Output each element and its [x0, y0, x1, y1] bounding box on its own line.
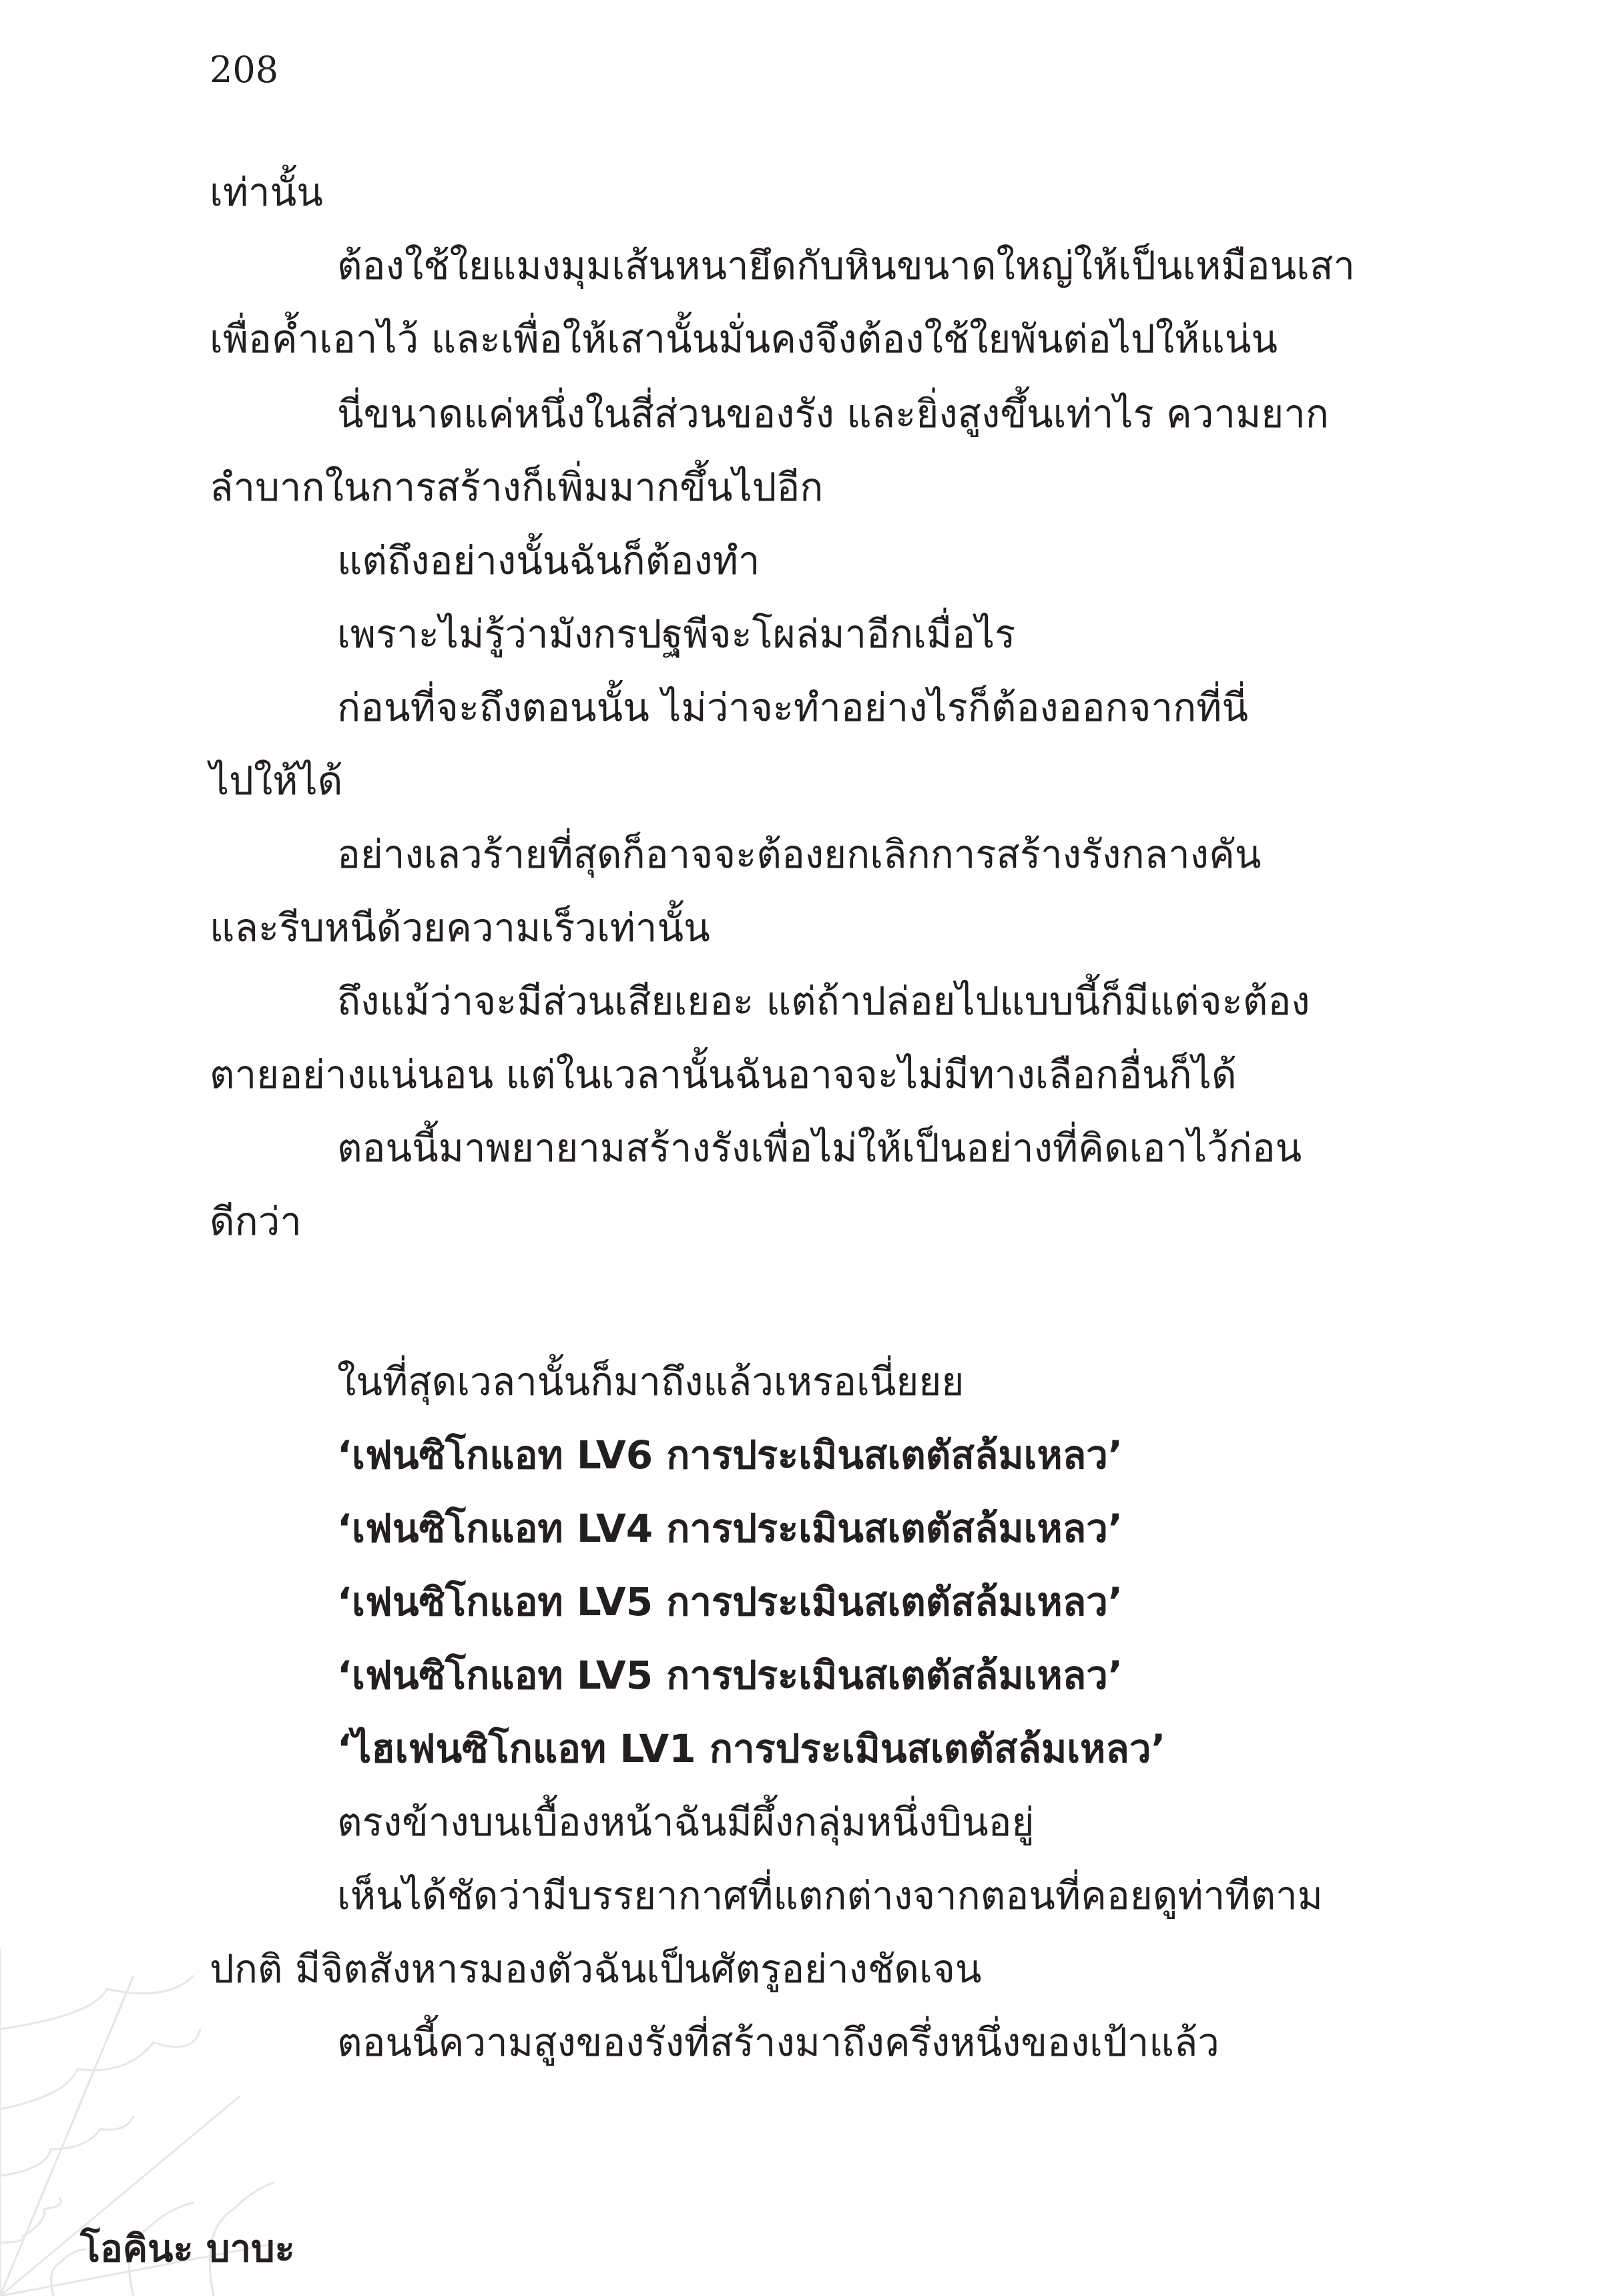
text-line: เพราะไม่รู้ว่ามังกรปฐพีจะโผล่มาอีกเมื่อไร [337, 611, 1016, 657]
text-line: เห็นได้ชัดว่ามีบรรยากาศที่แตกต่างจากตอนที่คอยดูท่าทีตาม [337, 1873, 1323, 1918]
text-line: แต่ถึงอย่างนั้นฉันก็ต้องทำ [337, 538, 760, 583]
text-line: ตอนนี้มาพยายามสร้างรังเพื่อไม่ให้เป็นอย่างที่คิดเอาไว้ก่อน [337, 1125, 1302, 1171]
text-line: ‘เฟนซิโกแอท LV5 การประเมินสเตตัสล้มเหลว’ [337, 1579, 1123, 1625]
text-line: ก่อนที่จะถึงตอนนั้น ไม่ว่าจะทำอย่างไรก็ต้องออกจากที่นี่ [337, 685, 1249, 730]
text-line: อย่างเลวร้ายที่สุดก็อาจจะต้องยกเลิกการสร้างรังกลางคัน [337, 832, 1262, 877]
text-line: เพื่อค้ำเอาไว้ และเพื่อให้เสานั้นมั่นคงจึงต้องใช้ใยพันต่อไปให้แน่น [210, 316, 1278, 362]
text-line: ตรงข้างบนเบื้องหน้าฉันมีผึ้งกลุ่มหนึ่งบินอยู่ [337, 1799, 1035, 1845]
text-line: ลำบากในการสร้างก็เพิ่มมากขึ้นไปอีก [210, 465, 824, 510]
text-line: ตอนนี้ความสูงของรังที่สร้างมาถึงครึ่งหนึ่งของเป้าแล้ว [337, 2020, 1220, 2065]
text-line: และรีบหนีด้วยความเร็วเท่านั้น [210, 905, 710, 950]
footer-author: โอคินะ บาบะ [80, 2227, 295, 2271]
text-line: นี่ขนาดแค่หนึ่งในสี่ส่วนของรัง และยิ่งสูงขึ้นเท่าไร ความยาก [337, 391, 1329, 437]
text-line: ‘เฟนซิโกแอท LV5 การประเมินสเตตัสล้มเหลว’ [337, 1653, 1123, 1698]
text-line: ไปให้ได้ [210, 758, 343, 804]
text-line: ต้องใช้ใยแมงมุมเส้นหนายึดกับหินขนาดใหญ่ให้เป็นเหมือนเสา [337, 243, 1355, 288]
page-number: 208 [210, 49, 279, 91]
text-line: ปกติ มีจิตสังหารมองตัวฉันเป็นศัตรูอย่างชัดเจน [210, 1946, 982, 1992]
text-line: เท่านั้น [210, 170, 323, 215]
text-line: ในที่สุดเวลานั้นก็มาถึงแล้วเหรอเนี่ยยย [337, 1359, 965, 1404]
text-line: ดีกว่า [210, 1199, 302, 1244]
text-line: ตายอย่างแน่นอน แต่ในเวลานั้นฉันอาจจะไม่มีทางเลือกอื่นก็ได้ [210, 1052, 1237, 1097]
text-line: ‘ไฮเฟนซิโกแอท LV1 การประเมินสเตตัสล้มเหลว’ [337, 1726, 1166, 1771]
text-line: ‘เฟนซิโกแอท LV6 การประเมินสเตตัสล้มเหลว’ [337, 1432, 1123, 1478]
text-line: ถึงแม้ว่าจะมีส่วนเสียเยอะ แต่ถ้าปล่อยไปแบบนี้ก็มีแต่จะต้อง [337, 978, 1310, 1024]
text-line: ‘เฟนซิโกแอท LV4 การประเมินสเตตัสล้มเหลว’ [337, 1506, 1123, 1551]
